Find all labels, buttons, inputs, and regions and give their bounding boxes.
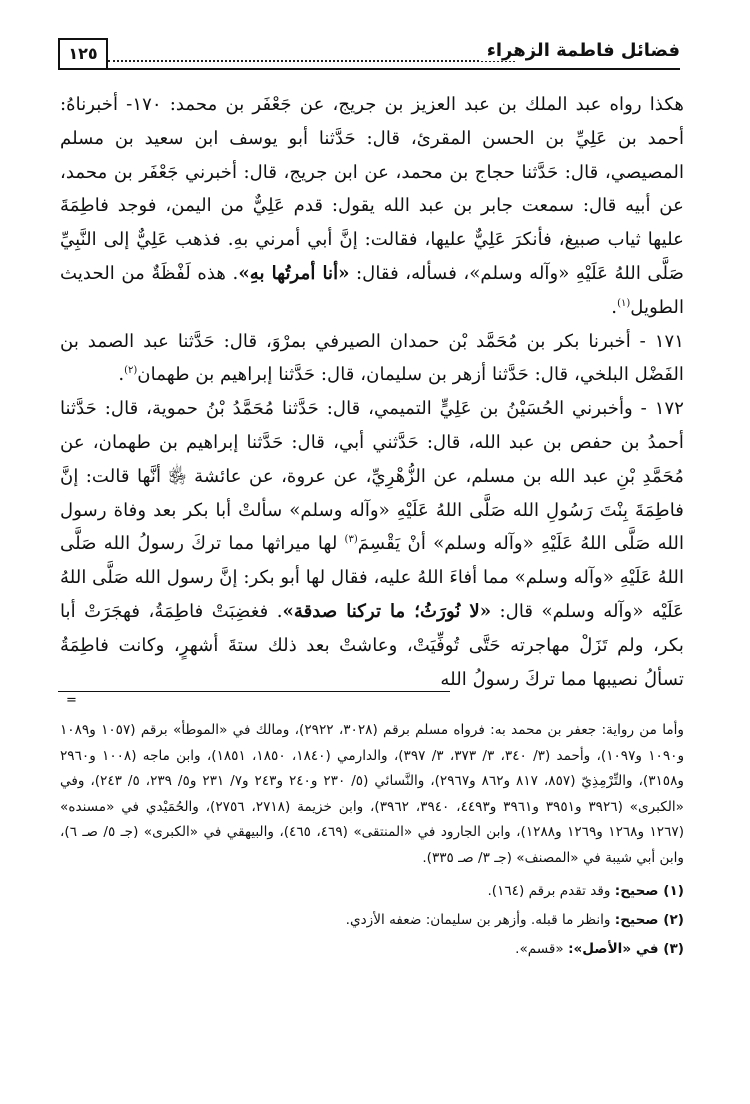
paragraph-text: ١٧٢ - وأخبرني الحُسَيْنُ بن عَلِيٍّ التميمي، قال: حَدَّثنا مُحَمَّدُ بْنُ حموية، قال: حَدَّثنا أحمدُ بن حفص بن عبد الله، قال: حَدَّثني أبي، قال: حَدَّثنا إبراهيم بن طهمان، عن مُحَمَّدِ بْنِ عبد الله بن مسلم، عن الزُّهْرِيِّ، عن عروة، عن عائشة ﵂ أنَّها قالت: إنَّ فاطِمَةَ بِنْتَ رَسُولِ الله صَلَّى اللهُ عَلَيْهِ «وآله وسلم» سألتْ أبا بكر بعد وفاة رسول الله صَلَّى اللهُ عَلَيْهِ «وآله وسلم» أنْ يَقْسِمَ <box>60 398 684 555</box>
footnote-item <box>60 877 684 906</box>
footnote-list <box>60 877 684 964</box>
footnote-text: «قسم». <box>515 941 569 957</box>
paragraph <box>60 325 684 393</box>
paragraph-text: . هذه لَفْظَةٌ من الحديث الطويل <box>60 262 684 318</box>
footnote-text: وانظر ما قبله. وأزهر بن سليمان: ضعفه الأزدي. <box>345 912 615 928</box>
footnote-marker: (١) <box>617 297 631 309</box>
header-rule <box>58 68 680 70</box>
paragraph-text: . <box>118 364 125 386</box>
footnote-label: (٢) صحيح: <box>614 912 684 928</box>
footnote-label: (٣) في «الأصل»: <box>568 941 684 957</box>
footnote-separator <box>58 691 450 692</box>
footnote-item <box>60 906 684 935</box>
paragraph-text: هكذا رواه عبد الملك بن عبد العزيز بن جريج، عن جَعْفَر بن محمد: ١٧٠- أخبرناهُ: أحمد بن عَلِيِّ بن الحسن المقرئ، قال: حَدَّثنا أبو يوسف ابن سعيد بن مسلم المصيصي، قال: حَدَّثنا حجاج بن محمد، عن ابن جريج، قال: أخبرني جَعْفَر بن محمد، عن أبيه قال: سمعت جابر بن عبد الله يقول: قدم عَلِيٌّ من اليمن، فوجد فاطِمَةَ عليها ثياب صبيغ، فأنكرَ عَلِيٌّ عليها، فقالت: إنَّ أبي أمرني بهِ. فذهب عَلِيٌّ إلى النَّبِيِّ صَلَّى اللهُ عَلَيْهِ «وآله وسلم»، فسأله، فقال: <box>60 94 685 284</box>
footnotes <box>60 718 684 964</box>
page-header <box>58 38 680 72</box>
footnote-item <box>60 935 684 964</box>
page-number: ١٢٥ <box>58 38 108 68</box>
footnote-continuation-mark: = <box>66 693 77 708</box>
paragraph-text: . <box>611 296 618 318</box>
paragraph <box>60 392 684 696</box>
paragraph <box>60 88 684 325</box>
footnote-continuation: وأما من رواية: جعفر بن محمد به: فرواه مسلم برقم (٣٠٢٨، ٢٩٢٢)، ومالك في «الموطأ» برقم (١٠٥٧ و١٠٨٩ و١٠٩٠ و١٠٩٧)، وأحمد (٣/ ٣٤٠، ٣/ ٣٧٣، ٣/ ٣٩٧)، والدارمي (١٨٤٠، ١٨٥٠، ١٨٥١)، وابن ماجه (١٠٠٨ و٢٩٦٠ و٣١٥٨)، والتِّرْمِذِيّ (٨٥٧، ٨١٧ و٨٦٢ و٢٩٦٧)، والنَّسائي (٥/ ٢٣٠ و٢٤٠ و٢٤٣ و٧/ ٢٣١ و٥/ ٢٣٩، ٥/ ٢٤٣)، وفي «الكبرى» (٣٩٢٦ و٣٩٥١ و٣٩٦١ و٤٤٩٣، ٣٩٤٠، ٣٩٦٢)، وابن خزيمة (٢٧١٨، ٢٧٥٦)، والحُمَيْدي في «مسنده» (١٢٦٧ و١٢٦٨ و١٢٦٩ و١٢٨٨)، وابن الجارود في «المنتقى» (٤٦٩، ٤٦٥)، والبيهقي في «الكبرى» (جـ ٥/ صـ ٦)، وابن أبي شيبة في «المصنف» (جـ ٣/ صـ ٣٣٥). <box>60 722 685 866</box>
footnote-label: (١) صحيح: <box>614 883 684 899</box>
footnote-text: وقد تقدم برقم (١٦٤). <box>487 883 615 899</box>
paragraph-text: ١٧١ - أخبرنا بكر بن مُحَمَّد بْن حمدان الصيرفي بمرْوَ، قال: حَدَّثنا عبد الصمد بن الفَضْل البلخي، قال: حَدَّثنا أزهر بن سليمان، قال: حَدَّثنا إبراهيم بن طهمان <box>60 330 684 386</box>
hadith-quote: «لا نُورَثُ؛ ما تركنا صدقة» <box>282 600 492 622</box>
header-dotted-leader <box>108 60 515 62</box>
paragraph-text: . فغضِبَتْ فاطِمَةُ، فهجَرَتْ أبا بكر، ولم تَزَلْ مهاجرته حَتَّى تُوفِّيَتْ، وعاشتْ بعد ذلك ستةَ أشهرٍ، وكانت فاطِمَةُ تسألُ نصيبها مما تركَ رسولُ الله <box>60 600 684 690</box>
running-title: فضائل فاطمة الزهراء <box>481 40 680 61</box>
footnote-marker: (٣) <box>344 534 358 546</box>
hadith-quote: «أنا أمرتُها بهِ» <box>238 262 350 284</box>
footnote-marker: (٢) <box>124 365 138 377</box>
main-text <box>60 88 684 696</box>
paragraph-text: لها ميراثها مما تركَ رسولُ الله صَلَّى اللهُ عَلَيْهِ «وآله وسلم» مما أفاءَ اللهُ عليه، فقال لها أبو بكر: إنَّ رسول الله صَلَّى اللهُ عَلَيْه «وآله وسلم» قال: <box>60 533 684 622</box>
